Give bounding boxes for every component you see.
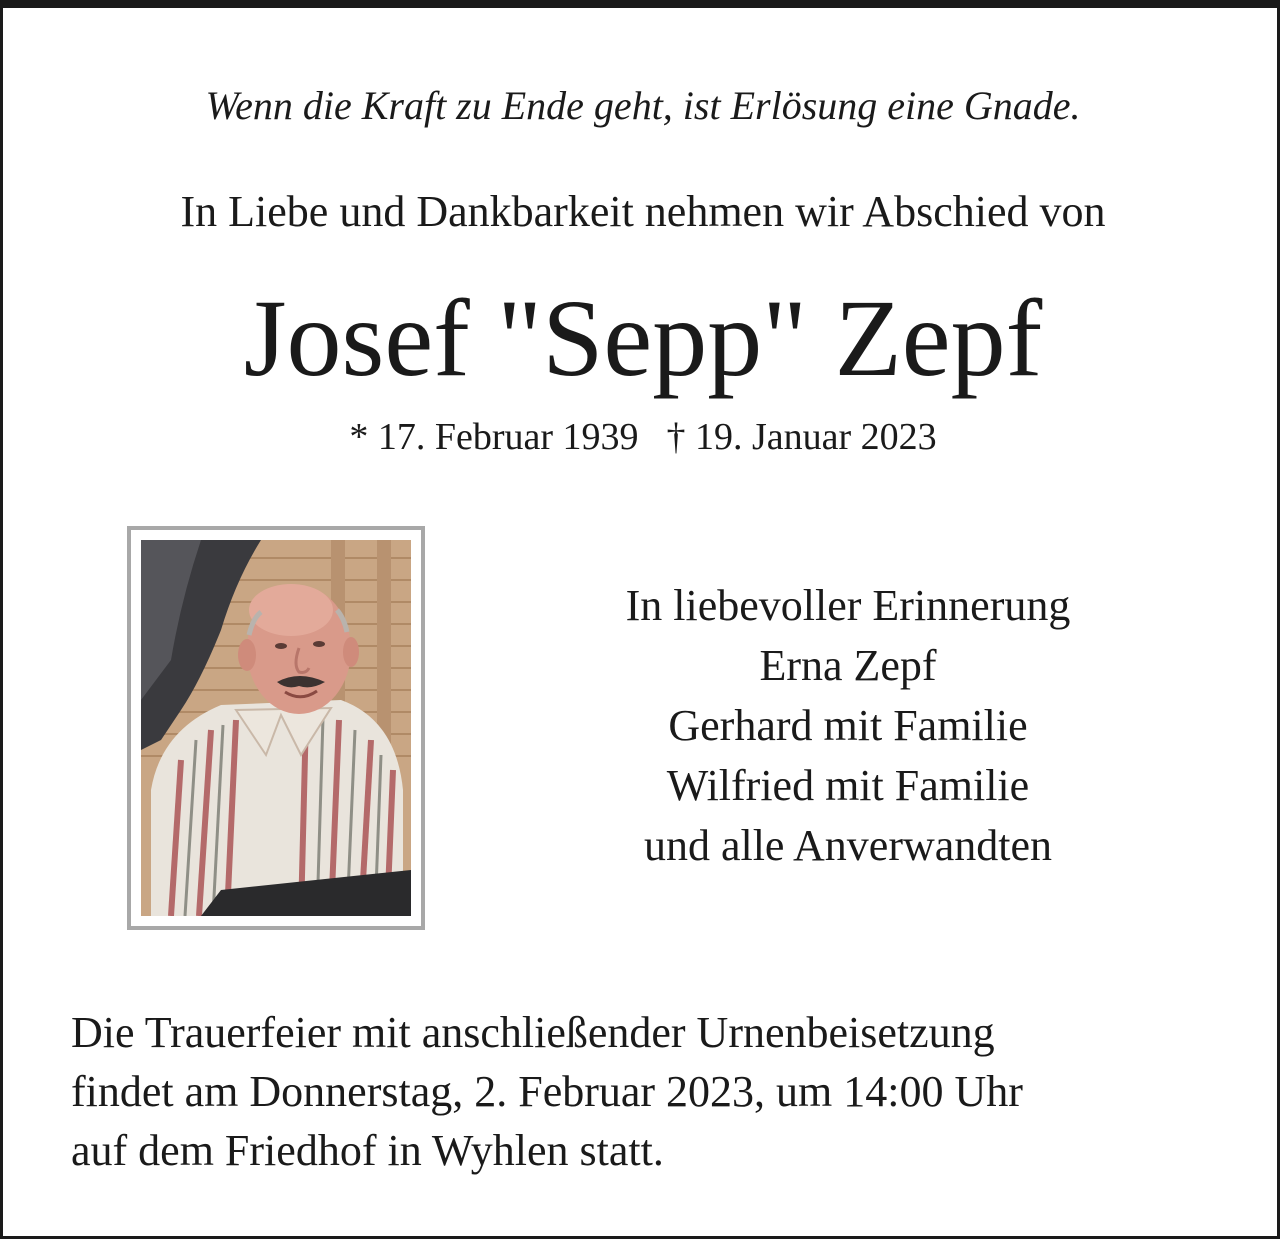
- death-date: † 19. Januar 2023: [666, 416, 937, 458]
- portrait-photo: [141, 540, 411, 916]
- mourners-block: [548, 576, 1148, 876]
- ceremony-line: findet am Donnerstag, 2. Februar 2023, um 14:00 Uhr: [71, 1067, 1023, 1116]
- mourner-name: Gerhard mit Familie: [668, 701, 1028, 750]
- ceremony-notice: [71, 1003, 1221, 1180]
- ceremony-line: auf dem Friedhof in Wyhlen statt.: [71, 1126, 664, 1175]
- mourner-name: Erna Zepf: [759, 641, 937, 690]
- mourner-name: Wilfried mit Familie: [666, 761, 1030, 810]
- intro-line: In Liebe und Dankbarkeit nehmen wir Abschied von: [180, 187, 1106, 236]
- portrait-photo-frame: [127, 526, 425, 930]
- birth-date: * 17. Februar 1939: [349, 416, 639, 458]
- ceremony-line: Die Trauerfeier mit anschließender Urnenbeisetzung: [71, 1008, 995, 1057]
- mourner-name: und alle Anverwandten: [643, 821, 1053, 870]
- mourners-heading: In liebevoller Erinnerung: [625, 581, 1071, 630]
- life-dates: [3, 412, 1280, 462]
- deceased-name: Josef "Sepp" Zepf: [243, 277, 1043, 399]
- motto-quote: Wenn die Kraft zu Ende geht, ist Erlösung eine Gnade.: [205, 83, 1081, 128]
